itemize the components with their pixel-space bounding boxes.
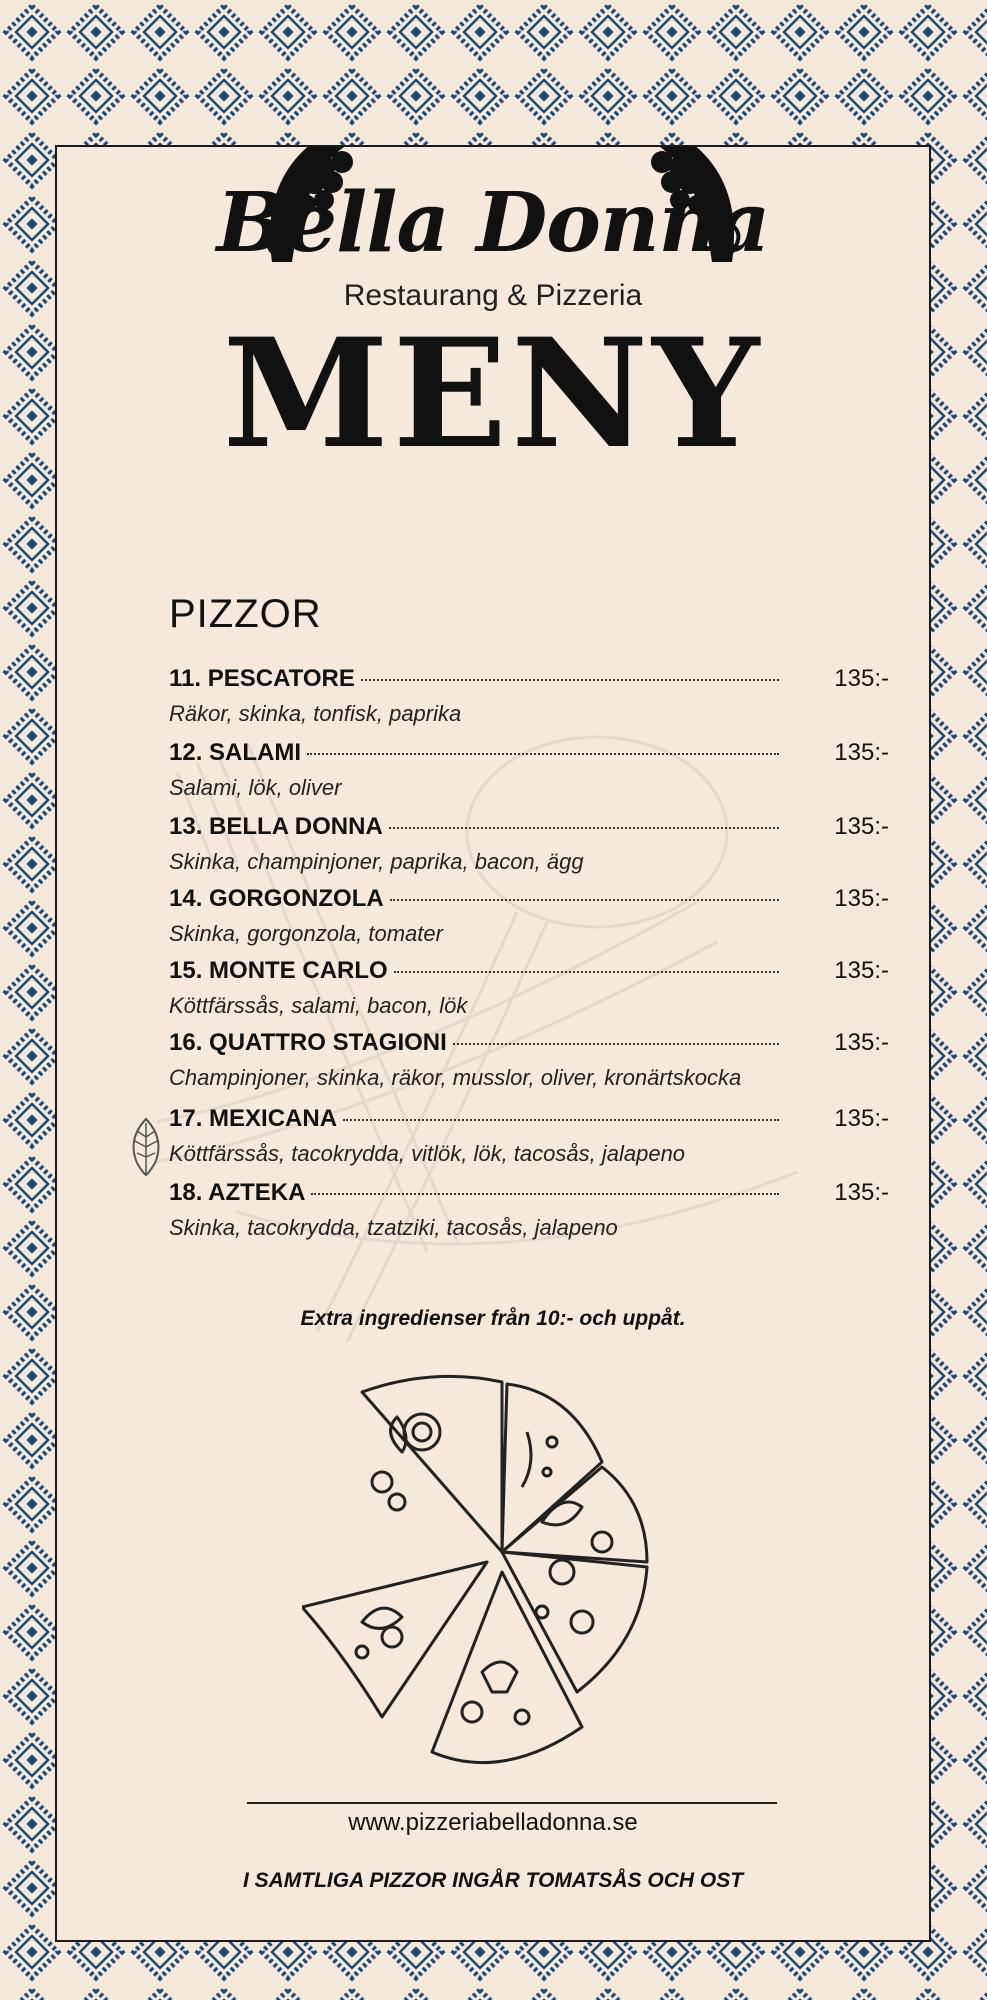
section-title: PIZZOR bbox=[169, 592, 322, 636]
item-description: Köttfärssås, salami, bacon, lök bbox=[169, 993, 468, 1018]
dot-leader bbox=[361, 679, 779, 681]
footer-note: I SAMTLIGA PIZZOR INGÅR TOMATSÅS OCH OST bbox=[242, 1869, 744, 1892]
menu-card bbox=[55, 145, 931, 1942]
item-description: Köttfärssås, tacokrydda, vitlök, lök, tacosås, jalapeno bbox=[169, 1141, 686, 1166]
menu-item bbox=[169, 1029, 889, 1091]
item-description: Skinka, gorgonzola, tomater bbox=[169, 921, 443, 946]
dot-leader bbox=[311, 1193, 779, 1195]
item-price: 135:- bbox=[834, 885, 889, 912]
item-price: 135:- bbox=[834, 1179, 889, 1206]
item-price: 135:- bbox=[834, 957, 889, 984]
website-link[interactable]: www.pizzeriabelladonna.se bbox=[348, 1809, 638, 1836]
restaurant-name: Bella Donna bbox=[216, 175, 770, 271]
item-description: Champinjoner, skinka, räkor, musslor, oliver, kronärtskocka bbox=[169, 1065, 742, 1090]
item-name: 18. AZTEKA bbox=[169, 1179, 306, 1206]
dot-leader bbox=[343, 1119, 779, 1121]
menu-item bbox=[169, 1105, 889, 1167]
footer-divider bbox=[247, 1802, 777, 1804]
menu-title: MENY bbox=[222, 306, 764, 482]
restaurant-subtitle: Restaurang & Pizzeria bbox=[343, 279, 643, 312]
menu-item bbox=[169, 813, 889, 875]
dot-leader bbox=[453, 1043, 779, 1045]
item-price: 135:- bbox=[834, 739, 889, 766]
menu-item bbox=[169, 885, 889, 947]
item-price: 135:- bbox=[834, 813, 889, 840]
pizza-illustration-icon bbox=[302, 1372, 702, 1792]
item-name: 14. GORGONZOLA bbox=[169, 885, 384, 912]
dot-leader bbox=[389, 827, 779, 829]
item-description: Räkor, skinka, tonfisk, paprika bbox=[169, 701, 462, 726]
item-description: Skinka, tacokrydda, tzatziki, tacosås, jalapeno bbox=[169, 1215, 618, 1240]
extra-ingredients-note: Extra ingredienser från 10:- och uppåt. bbox=[300, 1307, 686, 1330]
item-name: 17. MEXICANA bbox=[169, 1105, 338, 1132]
leaf-icon bbox=[125, 1117, 167, 1177]
item-price: 135:- bbox=[834, 1029, 889, 1056]
item-name: 11. PESCATORE bbox=[169, 665, 355, 692]
item-price: 135:- bbox=[834, 665, 889, 692]
menu-item bbox=[169, 1179, 889, 1241]
menu-item bbox=[169, 665, 889, 727]
item-name: 15. MONTE CARLO bbox=[169, 957, 388, 984]
item-price: 135:- bbox=[834, 1105, 889, 1132]
item-description: Skinka, champinjoner, paprika, bacon, ägg bbox=[169, 849, 584, 874]
dot-leader bbox=[390, 899, 779, 901]
menu-item bbox=[169, 957, 889, 1019]
menu-item bbox=[169, 739, 889, 801]
dot-leader bbox=[394, 971, 779, 973]
item-name: 13. BELLA DONNA bbox=[169, 813, 383, 840]
item-description: Salami, lök, oliver bbox=[169, 775, 342, 800]
dot-leader bbox=[307, 753, 779, 755]
item-name: 16. QUATTRO STAGIONI bbox=[169, 1029, 447, 1056]
item-name: 12. SALAMI bbox=[169, 739, 302, 766]
